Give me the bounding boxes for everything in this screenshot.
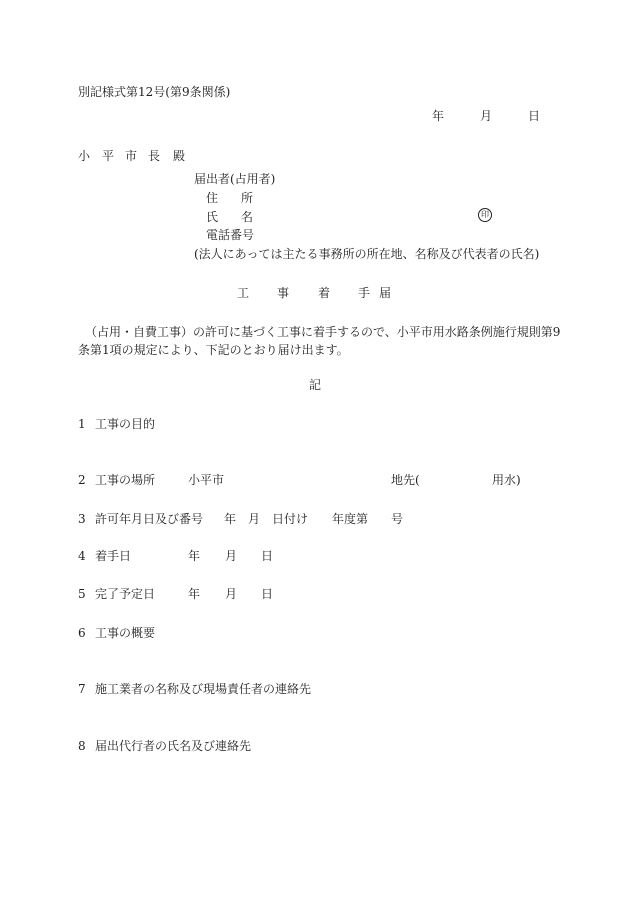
title-char: 届 — [379, 286, 392, 300]
item-number: 6 — [78, 626, 86, 640]
title-char: 工 — [237, 286, 250, 300]
place-yousui: 用水) — [492, 473, 521, 487]
name-label: 氏 — [206, 210, 219, 224]
place-chisaki: 地先( — [391, 473, 420, 487]
item-place-label: 工事の場所 — [95, 473, 156, 487]
end-month: 月 — [225, 587, 238, 601]
item-end-label: 完了予定日 — [95, 587, 156, 601]
permit-date-suffix: 日付け — [272, 512, 309, 526]
addressee-char: 平 — [102, 149, 115, 163]
form-label: 別記様式第12号(第9条関係) — [78, 85, 231, 99]
date-day: 日 — [528, 109, 541, 123]
applicant-heading: 届出者(占用者) — [194, 172, 276, 186]
addressee-char: 長 — [148, 149, 161, 163]
addressee-char: 市 — [125, 149, 138, 163]
item-number: 2 — [78, 473, 86, 487]
title-char: 事 — [277, 286, 290, 300]
start-day: 日 — [261, 549, 274, 563]
item-permit-label: 許可年月日及び番号 — [95, 512, 204, 526]
item-number: 7 — [78, 682, 86, 696]
item-overview-label: 工事の概要 — [95, 626, 156, 640]
item-number: 4 — [78, 549, 86, 563]
title-char: 着 — [318, 286, 331, 300]
title-char: 手 — [358, 286, 371, 300]
address-label: 住 — [206, 191, 219, 205]
item-number: 1 — [78, 417, 86, 431]
ki-heading: 記 — [309, 378, 322, 392]
item-agent-label: 届出代行者の氏名及び連絡先 — [95, 739, 252, 753]
permit-year: 年 — [224, 512, 237, 526]
corporation-note: (法人にあっては主たる事務所の所在地、名称及び代表者の氏名) — [194, 247, 540, 261]
addressee-char: 小 — [78, 149, 91, 163]
addressee-char: 殿 — [173, 149, 186, 163]
end-year: 年 — [188, 587, 201, 601]
body-text-line1: （占用・自費工事）の許可に基づく工事に着手するので、小平市用水路条例施行規則第9 — [85, 325, 561, 339]
end-day: 日 — [261, 587, 274, 601]
name-label: 名 — [241, 210, 254, 224]
permit-number-suffix: 号 — [391, 512, 404, 526]
place-city: 小平市 — [188, 473, 225, 487]
address-label: 所 — [241, 191, 254, 205]
date-month: 月 — [480, 109, 493, 123]
seal-mark: 印 — [478, 208, 492, 222]
start-month: 月 — [225, 549, 238, 563]
date-year: 年 — [432, 109, 445, 123]
start-year: 年 — [188, 549, 201, 563]
body-text-line2: 条第1項の規定により、下記のとおり届け出ます。 — [78, 343, 349, 357]
item-purpose-label: 工事の目的 — [95, 417, 156, 431]
item-number: 8 — [78, 739, 86, 753]
permit-month: 月 — [248, 512, 261, 526]
item-number: 5 — [78, 587, 86, 601]
phone-label: 電話番号 — [206, 228, 255, 242]
permit-fiscal-year: 年度第 — [332, 512, 369, 526]
item-contractor-label: 施工業者の名称及び現場責任者の連絡先 — [95, 682, 312, 696]
item-start-label: 着手日 — [95, 549, 132, 563]
item-number: 3 — [78, 512, 86, 526]
